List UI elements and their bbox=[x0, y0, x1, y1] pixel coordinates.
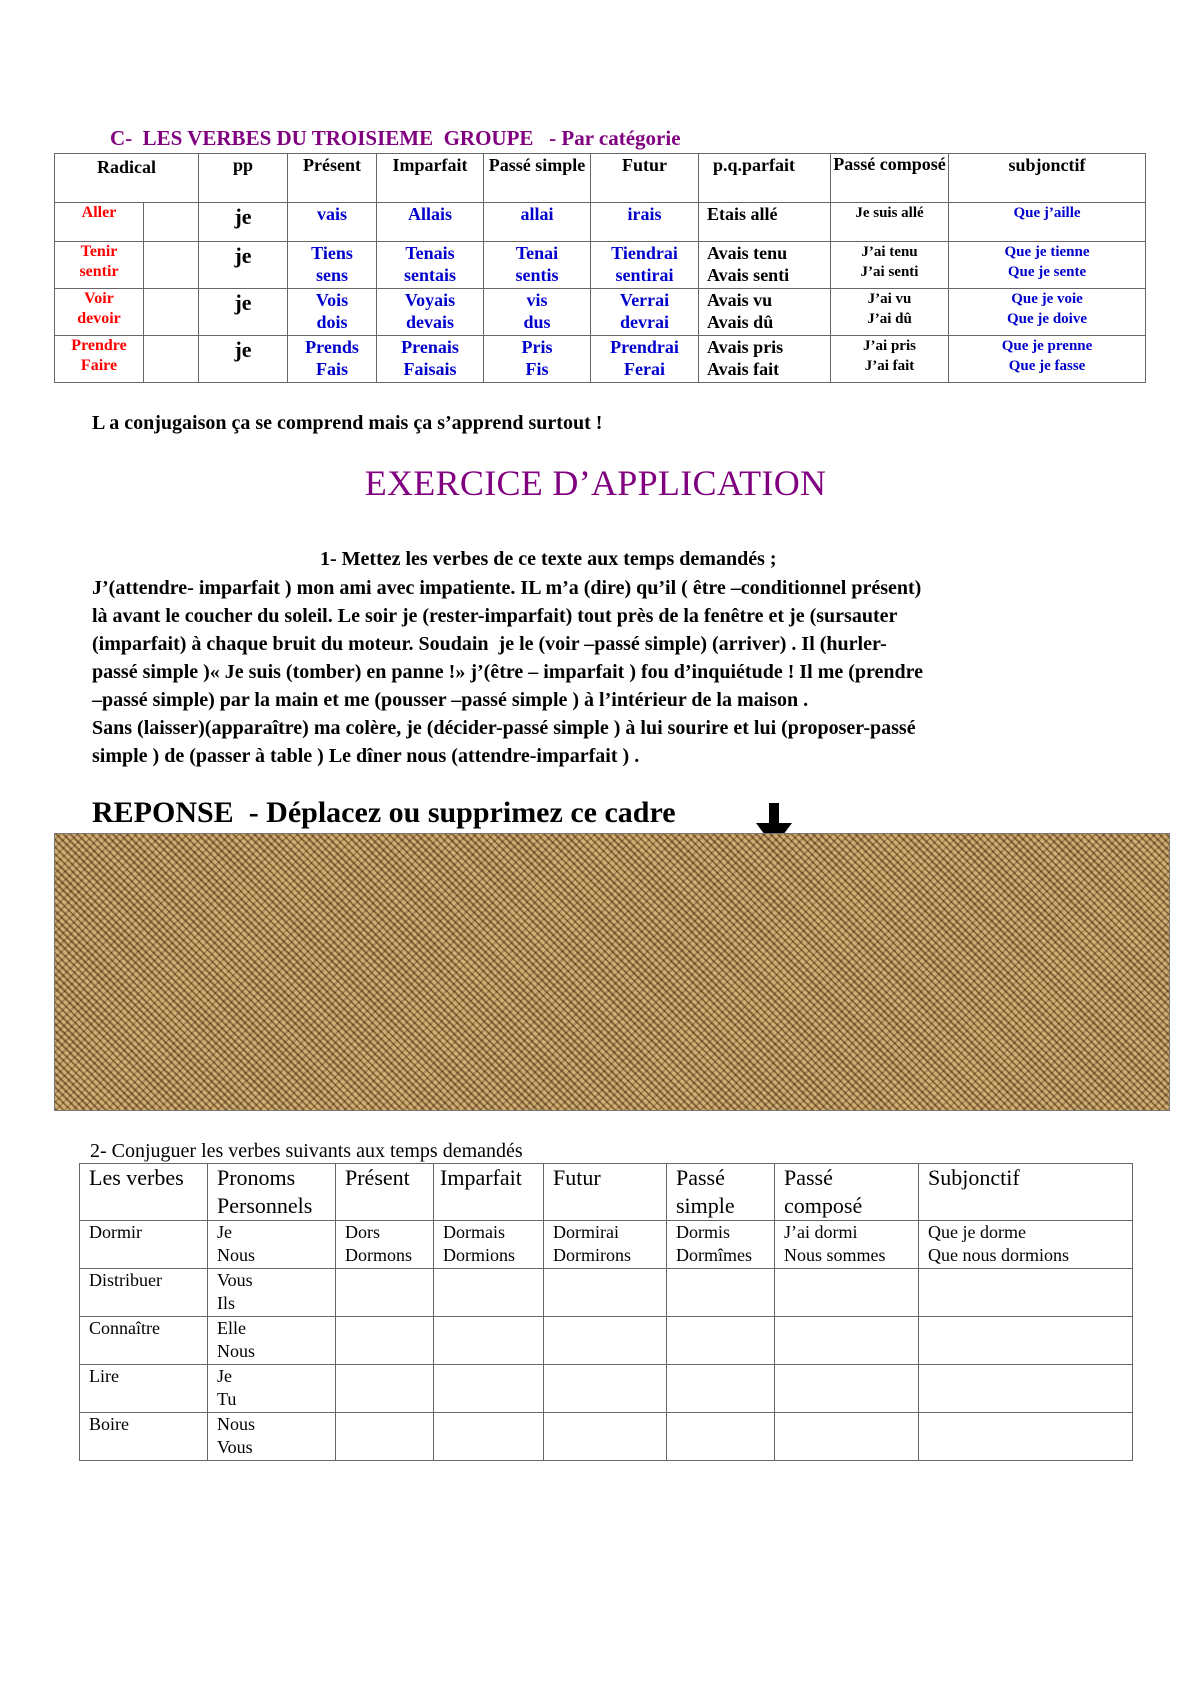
radical-cell: Aller bbox=[55, 203, 144, 242]
futur-cell: Verrai devrai bbox=[591, 289, 699, 336]
pq-parfait-cell: Etais allé bbox=[699, 203, 831, 242]
header-subjonctif: Subjonctif bbox=[919, 1164, 1133, 1221]
pronoun-cell: Je Nous bbox=[208, 1221, 336, 1269]
subjonctif-cell[interactable]: Que je dorme Que nous dormions bbox=[919, 1221, 1133, 1269]
header-imparfait: Imparfait bbox=[377, 154, 484, 203]
radical-cell: Voir devoir bbox=[55, 289, 144, 336]
present-cell: vais bbox=[288, 203, 377, 242]
futur-cell[interactable] bbox=[544, 1365, 667, 1413]
present-cell: Tiens sens bbox=[288, 242, 377, 289]
paragraph-line: passé simple )« Je suis (tomber) en panne !» j’(être – imparfait ) fou d’inquiétude ! Il me (prendre bbox=[92, 661, 924, 683]
imparfait-cell: Prenais Faisais bbox=[377, 336, 484, 383]
pronoun-cell: Je Tu bbox=[208, 1365, 336, 1413]
header-subjonctif: subjonctif bbox=[949, 154, 1146, 203]
subjonctif-cell: Que je tienne Que je sente bbox=[949, 242, 1146, 289]
pq-parfait-cell: Avais vu Avais dû bbox=[699, 289, 831, 336]
imparfait-cell[interactable] bbox=[434, 1269, 544, 1317]
present-cell[interactable]: Dors Dormons bbox=[336, 1221, 434, 1269]
header-pronoms: Pronoms Personnels bbox=[208, 1164, 336, 1221]
table-row bbox=[55, 336, 1146, 383]
header-imparfait: Imparfait bbox=[434, 1164, 544, 1221]
exercise-paragraph bbox=[92, 574, 1112, 770]
passe-compose-cell[interactable] bbox=[775, 1413, 919, 1461]
pronoun-cell: Elle Nous bbox=[208, 1317, 336, 1365]
table-row bbox=[80, 1365, 1133, 1413]
subjonctif-cell[interactable] bbox=[919, 1269, 1133, 1317]
pronoun-cell: je bbox=[199, 336, 288, 383]
paragraph-line: là avant le coucher du soleil. Le soir je (rester-imparfait) tout près de la fenêtre et je (sursauter bbox=[92, 605, 898, 627]
imparfait-cell[interactable] bbox=[434, 1413, 544, 1461]
present-cell: Prends Fais bbox=[288, 336, 377, 383]
conjugation-table-third-group bbox=[54, 153, 1146, 383]
header-futur: Futur bbox=[591, 154, 699, 203]
verb-cell: Dormir bbox=[80, 1221, 208, 1269]
passe-compose-cell: Je suis allé bbox=[831, 203, 949, 242]
pronoun-cell: je bbox=[199, 203, 288, 242]
subjonctif-cell: Que je voie Que je doive bbox=[949, 289, 1146, 336]
passe-simple-cell: Pris Fis bbox=[484, 336, 591, 383]
header-present: Présent bbox=[288, 154, 377, 203]
header-radical: Radical bbox=[55, 154, 199, 203]
pronoun-cell: Nous Vous bbox=[208, 1413, 336, 1461]
empty-cell bbox=[144, 289, 199, 336]
paragraph-line: –passé simple) par la main et me (pousser –passé simple ) à l’intérieur de la maison . bbox=[92, 689, 809, 711]
exercise-title: EXERCICE D’APPLICATION bbox=[364, 463, 827, 503]
table-row bbox=[80, 1221, 1133, 1269]
empty-cell bbox=[144, 203, 199, 242]
table-header-row bbox=[55, 154, 1146, 203]
empty-cell bbox=[144, 242, 199, 289]
radical-cell: Tenir sentir bbox=[55, 242, 144, 289]
passe-simple-cell: Tenai sentis bbox=[484, 242, 591, 289]
passe-compose-cell: J’ai vu J’ai dû bbox=[831, 289, 949, 336]
present-cell[interactable] bbox=[336, 1317, 434, 1365]
header-passe-simple: Passé simple bbox=[484, 154, 591, 203]
passe-compose-cell[interactable] bbox=[775, 1365, 919, 1413]
subjonctif-cell[interactable] bbox=[919, 1365, 1133, 1413]
reponse-label: REPONSE - Déplacez ou supprimez ce cadre bbox=[92, 796, 676, 829]
pq-parfait-cell: Avais tenu Avais senti bbox=[699, 242, 831, 289]
imparfait-cell[interactable] bbox=[434, 1365, 544, 1413]
present-cell: Vois dois bbox=[288, 289, 377, 336]
table-row bbox=[80, 1317, 1133, 1365]
passe-compose-cell: J’ai tenu J’ai senti bbox=[831, 242, 949, 289]
present-cell[interactable] bbox=[336, 1413, 434, 1461]
imparfait-cell: Voyais devais bbox=[377, 289, 484, 336]
verb-cell: Connaître bbox=[80, 1317, 208, 1365]
section-title: C- LES VERBES DU TROISIEME GROUPE - Par catégorie bbox=[110, 126, 681, 150]
present-cell[interactable] bbox=[336, 1365, 434, 1413]
verb-cell: Boire bbox=[80, 1413, 208, 1461]
instruction-1: 1- Mettez les verbes de ce texte aux temps demandés ; bbox=[320, 548, 777, 570]
header-pq-parfait: p.q.parfait bbox=[699, 154, 831, 203]
verb-cell: Distribuer bbox=[80, 1269, 208, 1317]
header-pp: pp bbox=[199, 154, 288, 203]
imparfait-cell[interactable]: Dormais Dormions bbox=[434, 1221, 544, 1269]
futur-cell[interactable]: Dormirai Dormirons bbox=[544, 1221, 667, 1269]
passe-compose-cell[interactable] bbox=[775, 1269, 919, 1317]
paragraph-line: Sans (laisser)(apparaître) ma colère, je (décider-passé simple ) à lui sourire et lui (proposer-passé bbox=[92, 717, 916, 739]
imparfait-cell: Tenais sentais bbox=[377, 242, 484, 289]
table-row bbox=[55, 289, 1146, 336]
radical-cell: Prendre Faire bbox=[55, 336, 144, 383]
passe-simple-cell[interactable] bbox=[667, 1269, 775, 1317]
subjonctif-cell[interactable] bbox=[919, 1317, 1133, 1365]
header-les-verbes: Les verbes bbox=[80, 1164, 208, 1221]
passe-compose-cell: J’ai pris J’ai fait bbox=[831, 336, 949, 383]
table-header-row bbox=[80, 1164, 1133, 1221]
passe-simple-cell[interactable]: Dormis Dormîmes bbox=[667, 1221, 775, 1269]
pq-parfait-cell: Avais pris Avais fait bbox=[699, 336, 831, 383]
table-row bbox=[80, 1269, 1133, 1317]
header-passe-compose: Passé composé bbox=[775, 1164, 919, 1221]
table-row bbox=[55, 242, 1146, 289]
conjugation-exercise-table bbox=[79, 1163, 1133, 1461]
passe-simple-cell[interactable] bbox=[667, 1317, 775, 1365]
subjonctif-cell[interactable] bbox=[919, 1413, 1133, 1461]
pronoun-cell: Vous Ils bbox=[208, 1269, 336, 1317]
futur-cell[interactable] bbox=[544, 1269, 667, 1317]
passe-simple-cell[interactable] bbox=[667, 1413, 775, 1461]
present-cell[interactable] bbox=[336, 1269, 434, 1317]
table-row bbox=[55, 203, 1146, 242]
passe-simple-cell: vis dus bbox=[484, 289, 591, 336]
instruction-2: 2- Conjuguer les verbes suivants aux temps demandés bbox=[90, 1140, 523, 1162]
table-row bbox=[80, 1413, 1133, 1461]
passe-compose-cell[interactable]: J’ai dormi Nous sommes bbox=[775, 1221, 919, 1269]
futur-cell: Prendrai Ferai bbox=[591, 336, 699, 383]
slogan: L a conjugaison ça se comprend mais ça s’apprend surtout ! bbox=[92, 412, 603, 434]
answer-cover-frame[interactable] bbox=[54, 833, 1170, 1111]
imparfait-cell[interactable] bbox=[434, 1317, 544, 1365]
passe-compose-cell[interactable] bbox=[775, 1317, 919, 1365]
imparfait-cell: Allais bbox=[377, 203, 484, 242]
header-passe-simple: Passé simple bbox=[667, 1164, 775, 1221]
passe-simple-cell[interactable] bbox=[667, 1365, 775, 1413]
futur-cell: Tiendrai sentirai bbox=[591, 242, 699, 289]
header-present: Présent bbox=[336, 1164, 434, 1221]
verb-cell: Lire bbox=[80, 1365, 208, 1413]
paragraph-line: (imparfait) à chaque bruit du moteur. Soudain je le (voir –passé simple) (arriver) . Il (hurler- bbox=[92, 633, 887, 655]
futur-cell[interactable] bbox=[544, 1317, 667, 1365]
subjonctif-cell: Que je prenne Que je fasse bbox=[949, 336, 1146, 383]
empty-cell bbox=[144, 336, 199, 383]
header-futur: Futur bbox=[544, 1164, 667, 1221]
futur-cell: irais bbox=[591, 203, 699, 242]
subjonctif-cell: Que j’aille bbox=[949, 203, 1146, 242]
pronoun-cell: je bbox=[199, 289, 288, 336]
paragraph-line: J’(attendre- imparfait ) mon ami avec impatiente. IL m’a (dire) qu’il ( être –conditionnel présent) bbox=[92, 577, 922, 599]
passe-simple-cell: allai bbox=[484, 203, 591, 242]
pronoun-cell: je bbox=[199, 242, 288, 289]
paragraph-line: simple ) de (passer à table ) Le dîner nous (attendre-imparfait ) . bbox=[92, 745, 640, 767]
futur-cell[interactable] bbox=[544, 1413, 667, 1461]
header-passe-compose: Passé composé bbox=[831, 154, 949, 203]
